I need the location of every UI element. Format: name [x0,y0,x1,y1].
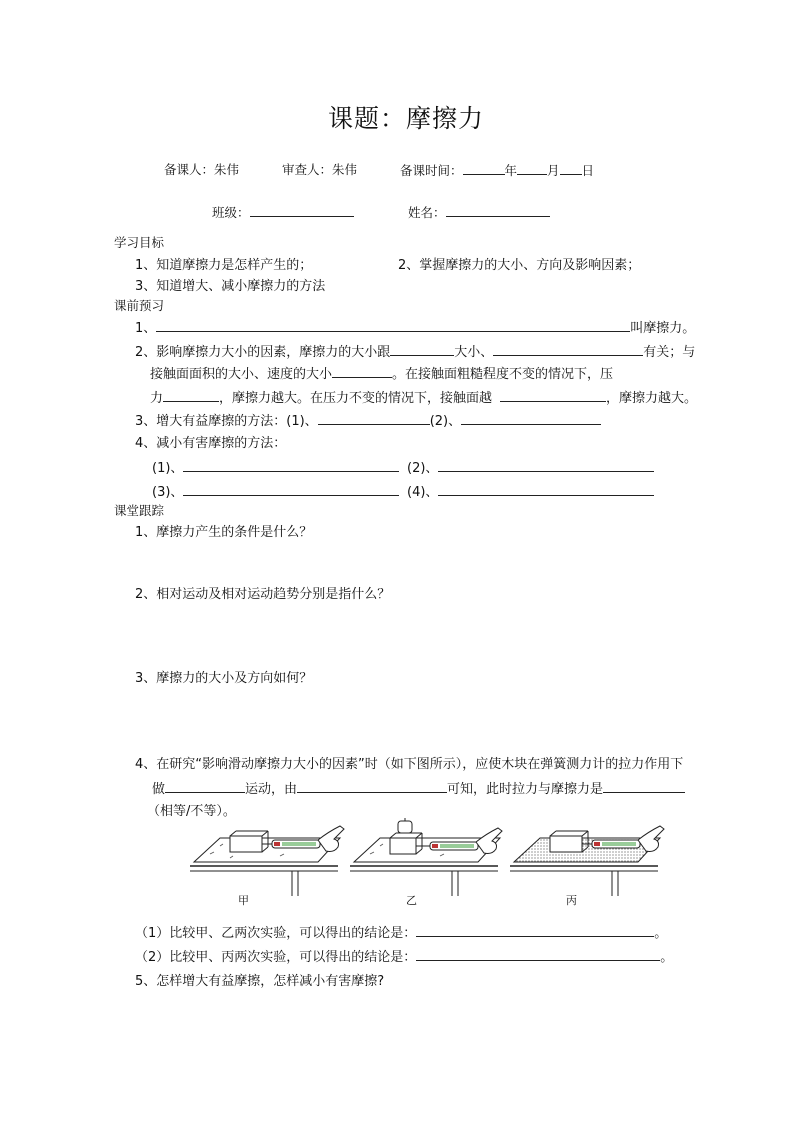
preview-q2-line2 [150,363,613,382]
reduce-method-blank-1[interactable] [183,457,399,472]
increase-method-blank-2[interactable] [461,410,601,425]
conclusion-2-text: （2）比较甲、丙两次实验，可以得出的结论是： [135,950,417,965]
definition-blank[interactable] [156,317,630,332]
page-title: 课题：摩擦力 [328,104,485,133]
experiment-figure-bing [510,818,670,908]
reduce-method-3-label: (3)、 [152,485,184,500]
figure-label-yi: 乙 [406,894,417,907]
day-label: 日 [581,163,595,178]
conclusion-2-end: 。 [660,950,674,965]
reduce-method-4 [407,481,654,500]
track-q2: 2、相对运动及相对运动趋势分别是指什么？ [135,587,391,602]
preview-q2-text-h: ，摩擦力越大。 [606,391,698,406]
reduce-method-blank-2[interactable] [438,457,654,472]
reduce-method-1 [152,457,399,476]
preview-heading: 课前预习 [114,298,165,313]
preview-q2-text-c: 有关；与 [643,345,696,360]
class-label: 班级： [212,205,250,220]
track-q4-line3: （相等/不等）。 [147,804,236,819]
year-blank[interactable] [463,160,505,175]
speed-blank[interactable] [332,363,392,378]
class-track-heading: 课堂跟踪 [114,503,165,518]
experiment-figure-yi [350,818,510,908]
day-blank[interactable] [560,160,582,175]
month-blank[interactable] [517,160,547,175]
goal-2: 2、掌握摩擦力的大小、方向及影响因素； [398,258,641,273]
reduce-method-4-label: (4)、 [407,485,439,500]
track-q4-text-d: 可知，此时拉力与摩擦力是 [447,782,604,797]
prep-time-row [400,160,594,179]
name-label: 姓名： [408,205,446,220]
month-label: 月 [547,163,560,178]
preview-q2-text-d: 接触面面积的大小、速度的大小 [150,367,333,382]
increase-method-blank-1[interactable] [318,410,430,425]
track-q5: 5、怎样增大有益摩擦，怎样减小有害摩擦? [135,974,385,989]
pressure-blank[interactable] [163,387,219,402]
preparer-label: 备课人：朱伟 [164,162,240,177]
track-q3: 3、摩擦力的大小及方向如何？ [135,671,313,686]
prep-time-label: 备课时间： [400,163,463,178]
preview-q1 [135,317,695,336]
preview-q2-line1 [135,341,695,360]
preview-q2-text-f: 力 [150,391,164,406]
conclusion-2-blank[interactable] [416,946,660,961]
goal-1: 1、知道摩擦力是怎样产生的； [135,258,313,273]
preview-q2-line3 [150,387,697,406]
preview-q2-text-b: 大小、 [454,345,494,360]
track-q4-line1: 4、在研究“影响滑动摩擦力大小的因素”时（如下图所示），应使木块在弹簧测力计的拉力作用下 [135,757,684,772]
principle-blank[interactable] [297,778,447,793]
conclusion-1-end: 。 [654,926,668,941]
figure-label-bing: 丙 [566,894,577,907]
figure-label-jia: 甲 [238,894,249,907]
preview-q4: 4、减小有害摩擦的方法： [135,436,287,451]
reduce-method-blank-3[interactable] [183,481,399,496]
reviewer-label: 审查人：朱伟 [282,162,358,177]
conclusion-2 [135,946,673,965]
motion-type-blank[interactable] [165,778,245,793]
roughness-blank[interactable] [500,387,606,402]
conclusion-1-blank[interactable] [416,922,654,937]
class-blank[interactable] [250,202,354,217]
track-q4-text-b: 做 [152,782,166,797]
conclusion-1 [135,922,667,941]
track-q1: 1、摩擦力产生的条件是什么？ [135,525,313,540]
preview-q3-text-a: 3、增大有益摩擦的方法：(1)、 [135,414,318,429]
goals-heading: 学习目标 [114,235,165,250]
year-label: 年 [504,163,518,178]
preview-q2-text-a: 2、影响摩擦力大小的因素，摩擦力的大小跟 [135,345,391,360]
reduce-method-1-label: (1)、 [152,461,184,476]
preview-q2-text-g: ，摩擦力越大。在压力不变的情况下，接触面越 [219,391,493,406]
preview-q1-number: 1、 [135,321,157,336]
reduce-method-3 [152,481,399,500]
goal-3: 3、知道增大、减小摩擦力的方法 [135,279,326,294]
reduce-method-2-label: (2)、 [407,461,439,476]
track-q4-line2 [152,778,685,797]
preview-q3-text-b: (2)、 [429,414,462,429]
preview-q1-tail: 叫摩擦力。 [630,321,696,336]
name-row [408,202,550,221]
factor-blank-1[interactable] [390,341,454,356]
factor-blank-2[interactable] [493,341,643,356]
relation-blank[interactable] [603,778,685,793]
preview-q3 [135,410,601,429]
class-row [212,202,354,221]
experiment-figure-jia [190,818,350,908]
reduce-method-2 [407,457,654,476]
track-q4-text-c: 运动，由 [245,782,298,797]
preview-q2-text-e: 。在接触面粗糙程度不变的情况下，压 [392,367,614,382]
name-blank[interactable] [446,202,550,217]
reduce-method-blank-4[interactable] [438,481,654,496]
conclusion-1-text: （1）比较甲、乙两次实验，可以得出的结论是： [135,926,417,941]
